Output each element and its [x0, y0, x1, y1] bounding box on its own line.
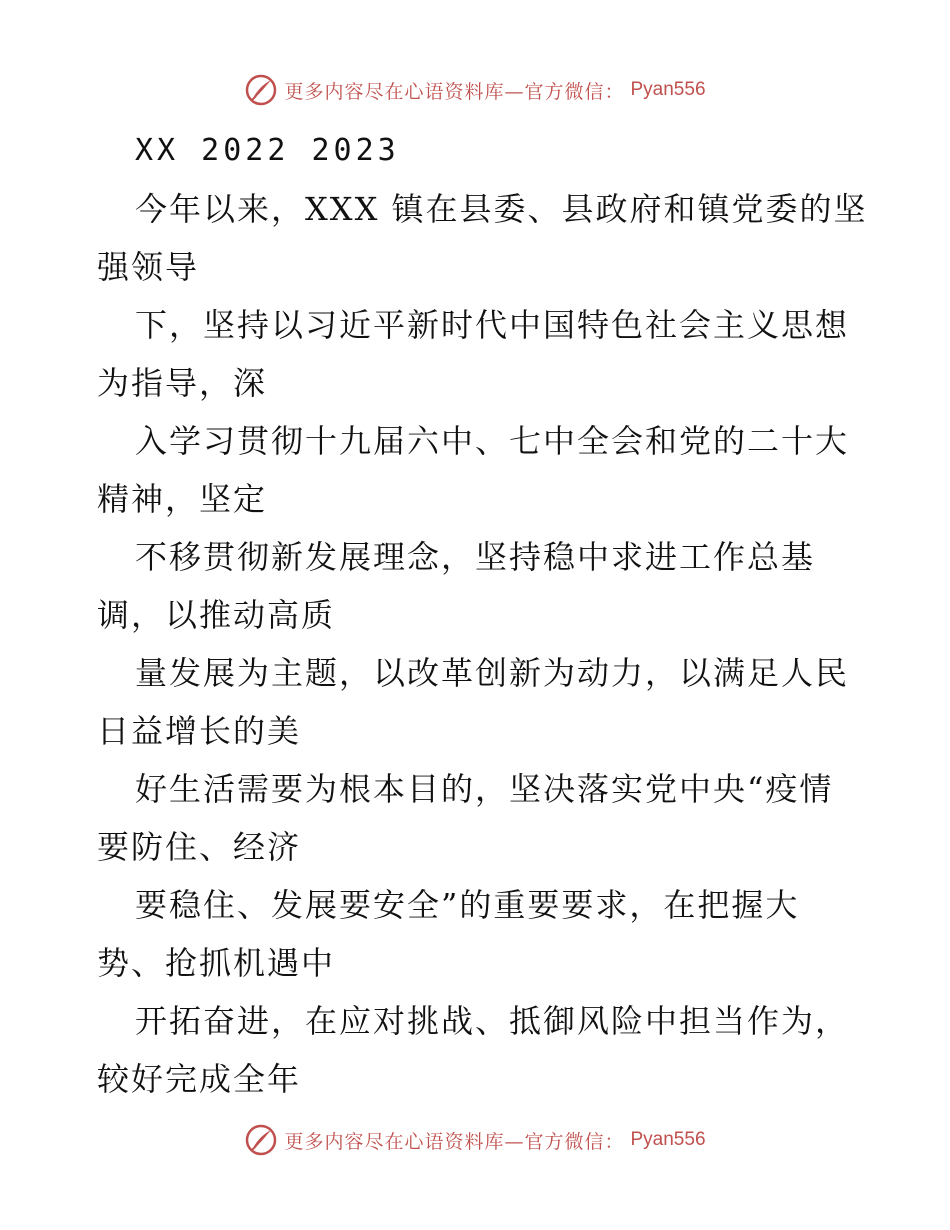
watermark-text: 更多内容尽在心语资料库—官方微信：	[284, 80, 625, 103]
body-text-line: 开拓奋进，在应对挑战、抵御风险中担当作为，	[135, 1002, 850, 1040]
document-title-line: XX 2022 2023	[135, 133, 400, 168]
body-text-line: 精神，坚定	[97, 480, 268, 518]
watermark-wechat-id: Pyan556	[630, 1129, 706, 1150]
document-body	[97, 122, 868, 1108]
watermark-header	[0, 70, 950, 110]
body-text-line: 入学习贯彻十九届六中、七中全会和党的二十大	[135, 422, 850, 460]
watermark-text: 更多内容尽在心语资料库—官方微信：	[284, 1130, 625, 1153]
body-text-line: 下，坚持以习近平新时代中国特色社会主义思想	[135, 306, 850, 344]
watermark-footer	[0, 1120, 950, 1160]
body-text-line: 量发展为主题，以改革创新为动力，以满足人民	[135, 654, 850, 692]
body-text-line: 调，以推动高质	[97, 596, 336, 634]
body-text-line: 为指导，深	[97, 364, 268, 402]
body-text-line: 日益增长的美	[97, 712, 302, 750]
body-text-line: 今年以来，XXX 镇在县委、县政府和镇党委的坚	[135, 190, 868, 228]
body-text-line: 较好完成全年	[97, 1060, 302, 1098]
body-text-line: 势、抢抓机遇中	[97, 944, 336, 982]
quill-logo-icon	[244, 73, 278, 107]
body-text-line: 要防住、经济	[97, 828, 302, 866]
quill-logo-icon	[244, 1123, 278, 1157]
body-text-line: 不移贯彻新发展理念，坚持稳中求进工作总基	[135, 538, 816, 576]
body-text-line: 好生活需要为根本目的，坚决落实党中央“疫情	[135, 770, 834, 808]
body-text-line: 强领导	[97, 248, 200, 286]
watermark-wechat-id: Pyan556	[630, 79, 706, 100]
body-text-line: 要稳住、发展要安全”的重要要求，在把握大	[135, 886, 800, 924]
